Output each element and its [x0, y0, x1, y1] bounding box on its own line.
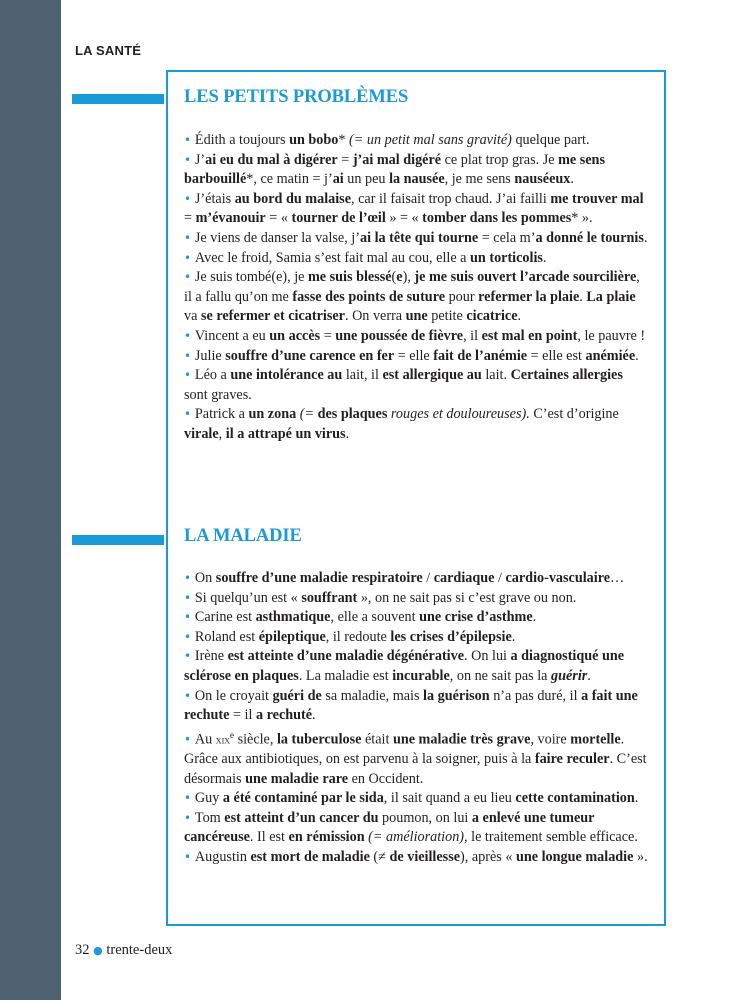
bullet-icon: • — [184, 590, 195, 605]
entry-text: tourner de l’œil — [291, 210, 386, 227]
entry-text: ), — [402, 269, 415, 286]
entry-text: Carine est — [194, 609, 256, 626]
bullet-icon: • — [184, 610, 195, 625]
entries-maladie — [184, 569, 650, 868]
entry-text: (= amélioration) — [368, 829, 465, 846]
list-item — [184, 366, 650, 405]
entry-text: . — [345, 425, 350, 442]
entry-text: . — [634, 790, 639, 807]
entry-text: Tom — [194, 809, 225, 826]
entry-text: , elle a souvent — [330, 609, 420, 626]
entry-text: une crise d’asthme — [419, 609, 533, 626]
entry-text: a rechuté — [255, 707, 313, 724]
entry-text: épileptique — [258, 628, 326, 645]
bullet-icon: • — [184, 810, 195, 825]
list-item — [184, 589, 650, 609]
bullet-icon: • — [184, 368, 195, 383]
bullet-icon: • — [184, 230, 195, 245]
entry-text: a été contaminé par le sida — [222, 790, 384, 807]
entry-text: = « — [265, 210, 292, 227]
entry-text: = cela m’ — [478, 229, 536, 246]
bullet-icon: • — [184, 571, 195, 585]
list-item — [184, 848, 650, 868]
entry-text: je me suis ouvert l’arcade sourcilière — [414, 269, 637, 286]
entry-text: . — [532, 609, 537, 626]
entry-text: anémiée — [585, 347, 636, 364]
list-item — [184, 347, 650, 367]
entry-text: , il redoute — [325, 628, 391, 645]
entry-text: me suis blessé — [307, 269, 392, 286]
bullet-icon: • — [184, 348, 195, 363]
entry-text: . — [542, 249, 547, 266]
entry-text: . — [511, 628, 516, 645]
entry-text: quelque part. — [511, 132, 590, 148]
bullet-icon: • — [184, 191, 195, 206]
entry-text: On le croyait — [194, 687, 273, 704]
entry-text: me sens barbouillé — [184, 151, 605, 188]
entry-text: a donné le tournis — [535, 229, 644, 246]
entry-text: est mal en point — [481, 327, 578, 344]
entry-text: , je me sens — [444, 171, 515, 188]
entry-text: sont graves. — [184, 386, 252, 403]
bullet-icon: • — [184, 407, 195, 422]
entry-text: cardio-vasculaire — [505, 570, 611, 586]
entry-text: , il a fallu qu’on me — [184, 269, 640, 305]
entry-text: . On lui — [464, 648, 511, 665]
list-item — [184, 608, 650, 628]
entry-text: j’ai mal digéré — [352, 151, 442, 168]
entry-text: ( — [391, 269, 397, 286]
entry-text: une longue maladie — [515, 849, 634, 866]
entry-text: , le pauvre ! — [577, 327, 646, 344]
entry-text: . La maladie est — [298, 667, 393, 684]
entry-text: une maladie rare — [245, 770, 349, 787]
entry-text: cardiaque — [433, 570, 495, 586]
list-item — [184, 405, 650, 444]
entry-text: lait, il — [342, 367, 383, 384]
entry-text: * — [338, 132, 350, 148]
entry-text: était — [361, 731, 393, 748]
entry-text: un accès — [269, 327, 321, 344]
entry-text: Roland est — [194, 628, 259, 645]
entry-text: . — [579, 288, 587, 305]
entry-text: virale — [184, 425, 219, 442]
entry-text: les crises d’épilepsie — [390, 628, 512, 645]
bullet-icon: • — [184, 328, 195, 343]
bullet-icon: • — [184, 250, 195, 265]
entry-text: . — [587, 667, 591, 684]
entry-text: = — [184, 210, 196, 227]
entry-text: (= un petit mal sans gravité) — [349, 132, 512, 148]
entry-text: J’ — [194, 151, 206, 168]
entry-text: la tuberculose — [276, 731, 362, 748]
entry-text: est atteinte d’une maladie dégénérative — [227, 648, 465, 665]
entry-text: des plaques — [317, 406, 388, 423]
list-item — [184, 190, 650, 229]
entry-text: ai la tête qui tourne — [359, 229, 479, 246]
entry-text: … — [610, 570, 625, 586]
entry-text: , il sait quand a eu lieu — [383, 790, 516, 807]
running-head: LA SANTÉ — [75, 43, 142, 58]
entry-text: = il — [229, 707, 256, 724]
entry-text: » = « — [385, 210, 423, 227]
entry-text: guérir — [551, 667, 588, 684]
entry-text: sa maladie, mais — [321, 687, 424, 704]
entry-text: est atteint d’un cancer du — [224, 809, 379, 826]
entry-text: de vieillesse — [389, 849, 461, 866]
entry-text: / — [494, 570, 506, 586]
entry-text: (≠ — [369, 849, 390, 866]
bullet-icon: • — [184, 791, 195, 806]
list-item — [184, 327, 650, 347]
list-item — [184, 647, 650, 686]
entry-text: en rémission — [288, 829, 365, 846]
entry-text: en Occident. — [348, 770, 424, 787]
entries-petits-problemes — [184, 131, 650, 445]
entry-text: . Il est — [249, 829, 289, 846]
entry-text: Je viens de danser la valse, j’ — [194, 229, 360, 246]
section-title-maladie: LA MALADIE — [184, 526, 302, 546]
bullet-icon: • — [184, 133, 195, 147]
entry-text: e — [396, 269, 403, 286]
entry-text: Julie — [194, 347, 226, 364]
entry-text: petite — [427, 308, 467, 325]
bullet-icon: • — [184, 850, 195, 865]
entry-text: va — [184, 308, 201, 325]
entry-text: Au — [194, 731, 216, 748]
entry-text: . — [635, 347, 639, 364]
entry-text: Édith a toujours — [194, 132, 290, 148]
list-item — [184, 789, 650, 809]
entry-text: une intolérance au — [230, 367, 343, 384]
entry-text: refermer la plaie — [478, 288, 580, 305]
entry-text: . — [643, 229, 648, 246]
entry-text: ce plat trop gras. Je — [441, 151, 559, 168]
bullet-icon: • — [184, 629, 195, 644]
entry-text: Je suis tombé(e), je — [194, 269, 308, 286]
entry-text: un torticolis — [470, 249, 543, 266]
list-item — [184, 726, 650, 790]
entry-text: la nausée — [389, 171, 445, 188]
bullet-icon: • — [184, 732, 195, 747]
bullet-icon: • — [184, 688, 195, 703]
entry-text: ), après « — [460, 849, 516, 866]
entry-text: . Grâce aux antibiotiques, on est parvenu à la soigner, puis à la — [184, 731, 625, 768]
entry-text: ai eu du mal à digérer — [205, 151, 338, 168]
bullet-icon: • — [184, 649, 195, 664]
entry-text: Avec le froid, Samia s’est fait mal au cou, elle a — [194, 249, 471, 266]
bullet-icon: • — [184, 152, 195, 167]
entry-text: . — [312, 707, 316, 724]
entry-text: rouges et douloureuses). — [387, 406, 530, 423]
list-item — [184, 628, 650, 648]
entry-text: souffre d’une maladie respiratoire — [215, 570, 423, 586]
list-item — [184, 569, 650, 589]
entry-text: pour — [445, 288, 479, 305]
list-item — [184, 131, 650, 151]
entry-text: Léo a — [194, 367, 231, 384]
entry-text: (= — [299, 406, 318, 423]
entry-text: = — [337, 151, 353, 168]
list-item — [184, 151, 650, 190]
entry-text: . C’est désormais — [184, 751, 647, 787]
entry-text: C’est d’origine — [529, 406, 619, 423]
entry-text: est allergique au — [382, 367, 482, 384]
bullet-icon: • — [184, 270, 195, 285]
entry-text: m’évanouir — [195, 210, 266, 227]
page-folio — [75, 942, 172, 959]
entry-text: , on ne sait pas la — [449, 667, 552, 684]
entry-text: souffrant — [301, 589, 358, 606]
entry-text: fait de l’anémie — [433, 347, 528, 364]
entry-text: incurable — [392, 667, 450, 684]
side-band — [0, 0, 61, 1000]
entry-text: = elle est — [527, 347, 586, 364]
entry-text: mortelle — [570, 731, 621, 748]
entry-text: ». — [633, 849, 648, 866]
entry-text: la guérison — [423, 687, 490, 704]
entry-text: . — [517, 308, 522, 325]
entry-text: * ». — [571, 210, 593, 227]
entry-text: n’a pas duré, il — [489, 687, 582, 704]
list-item — [184, 268, 650, 327]
page-number-words: trente-deux — [106, 942, 173, 958]
page-number: 32 — [75, 942, 90, 958]
entry-text: souffre d’une carence en fer — [225, 347, 395, 364]
section-title-petits-problemes: LES PETITS PROBLÈMES — [184, 87, 409, 107]
entry-text: faire reculer — [534, 751, 610, 768]
section-bar-petits-problemes — [72, 94, 164, 104]
entry-text: = elle — [394, 347, 434, 364]
entry-text: un bobo — [289, 132, 339, 148]
list-item — [184, 687, 650, 726]
entry-text: se refermer et cicatriser — [200, 308, 345, 325]
entry-text: xix — [215, 732, 231, 747]
entry-text: On — [194, 570, 216, 586]
entry-text: cicatrice — [466, 308, 518, 325]
entry-text: , car il faisait trop chaud. J’ai failli — [351, 190, 551, 207]
entry-text: une poussée de fièvre — [335, 327, 464, 344]
entry-text: , le traitement semble efficace. — [464, 829, 638, 846]
entry-text: guéri de — [272, 687, 322, 704]
entry-text: au bord du malaise — [234, 190, 351, 207]
entry-text: tomber dans les pommes — [422, 210, 572, 227]
entry-text: un zona — [248, 406, 297, 423]
entry-text: Si quelqu’un est « — [194, 589, 302, 606]
entry-text: Irène — [194, 648, 228, 665]
entry-text: Patrick a — [194, 406, 249, 423]
entry-text: est mort de maladie — [250, 849, 370, 866]
entry-text: e — [230, 729, 235, 740]
entry-text: Guy — [194, 790, 223, 807]
entry-text: Augustin — [194, 849, 251, 866]
entry-text: . On verra — [344, 308, 406, 325]
list-item — [184, 249, 650, 269]
entry-text: nauséeux — [514, 171, 571, 188]
entry-text: lait. — [481, 367, 511, 384]
entry-text: a fait une rechute — [184, 687, 638, 724]
entry-text: fasse des points de suture — [292, 288, 446, 305]
entry-text: , voire — [530, 731, 571, 748]
section-bar-maladie — [72, 535, 164, 545]
entry-text: un peu — [343, 171, 390, 188]
entry-text: , — [218, 425, 226, 442]
entry-text: », on ne sait pas si c’est grave ou non. — [357, 589, 577, 606]
entry-text: Certaines allergies — [510, 367, 623, 384]
entry-text: a diagnostiqué une sclérose en plaques — [184, 648, 625, 684]
entry-text: *, ce matin = j’ — [246, 171, 333, 188]
entry-text: / — [422, 570, 434, 586]
entry-text: , il — [463, 327, 482, 344]
list-item — [184, 229, 650, 249]
list-item — [184, 809, 650, 848]
entry-text: siècle, — [234, 731, 277, 748]
entry-text: poumon, on lui — [378, 809, 472, 826]
entry-text: il a attrapé un virus — [225, 425, 346, 442]
entry-text: Vincent a eu — [194, 327, 270, 344]
entry-text: ai — [332, 171, 344, 188]
bullet-dot-icon: ● — [93, 944, 103, 957]
entry-text: . — [570, 171, 574, 188]
entry-text: une — [405, 308, 428, 325]
entry-text: cette contamination — [515, 790, 635, 807]
entry-text: une maladie très grave — [392, 731, 531, 748]
entry-text: a enlevé une tumeur cancéreuse — [184, 809, 595, 846]
entry-text: = — [320, 327, 336, 344]
entry-text: me trouver mal — [550, 190, 644, 207]
entry-text: La plaie — [586, 288, 636, 305]
entry-text: J’étais — [194, 190, 235, 207]
entry-text: asthmatique — [255, 609, 331, 626]
